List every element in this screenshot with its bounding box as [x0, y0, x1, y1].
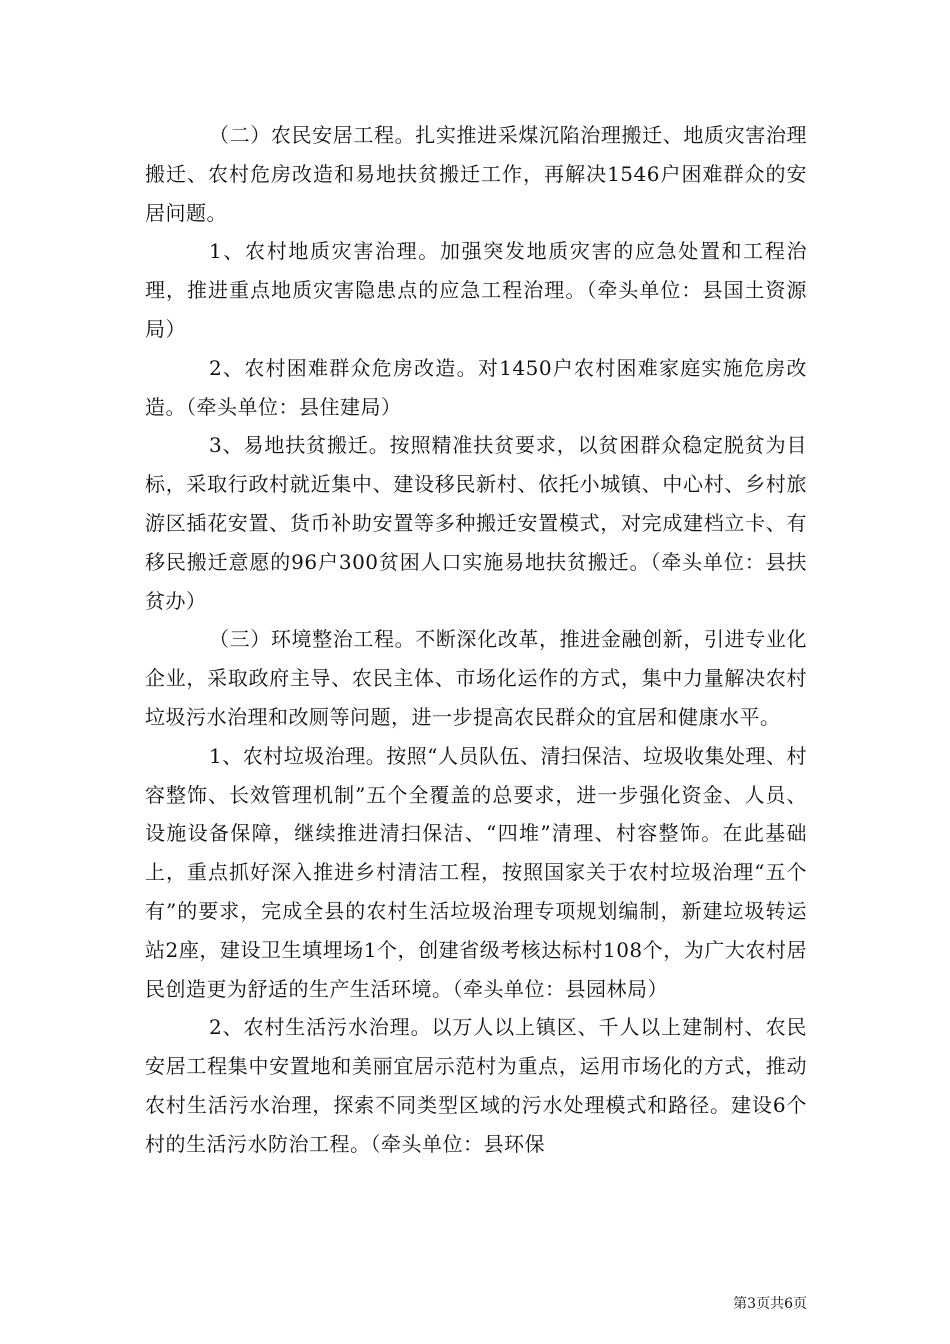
page-number-footer: 第3页共6页: [733, 1296, 807, 1312]
paragraph-section-2-heading: （二）农民安居工程。扎实推进采煤沉陷治理搬迁、地质灾害治理搬迁、农村危房改造和易地扶贫搬迁工作，再解决1546户困难群众的安居问题。: [145, 123, 807, 225]
paragraph-dangerous-housing: 2、农村困难群众危房改造。对1450户农村困难家庭实施危房改造。（牵头单位：县住建局）: [145, 355, 807, 419]
paragraph-relocation: 3、易地扶贫搬迁。按照精准扶贫要求，以贫困群众稳定脱贫为目标，采取行政村就近集中、建设移民新村、依托小城镇、中心村、乡村旅游区插花安置、货币补助安置等多种搬迁安置模式，对完成建档立卡、有移民搬迁意愿的96户300贫困人口实施易地扶贫搬迁。（牵头单位：县扶贫办）: [145, 433, 807, 613]
document-body: [145, 116, 807, 1164]
paragraph-geologic-hazard: 1、农村地质灾害治理。加强突发地质灾害的应急处置和工程治理，推进重点地质灾害隐患点的应急工程治理。（牵头单位：县国土资源局）: [145, 239, 807, 341]
paragraph-garbage-treatment: 1、农村垃圾治理。按照“人员队伍、清扫保洁、垃圾收集处理、村容整饰、长效管理机制”五个全覆盖的总要求，进一步强化资金、人员、设施设备保障，继续推进清扫保洁、“四堆”清理、村容整饰。在此基础上，重点抓好深入推进乡村清洁工程，按照国家关于农村垃圾治理“五个有”的要求，完成全县的农村生活垃圾治理专项规划编制，新建垃圾转运站2座，建设卫生填埋场1个，创建省级考核达标村108个，为广大农村居民创造更为舒适的生产生活环境。（牵头单位：县园林局）: [145, 743, 807, 1001]
paragraph-sewage-treatment: 2、农村生活污水治理。以万人以上镇区、千人以上建制村、农民安居工程集中安置地和美丽宜居示范村为重点，运用市场化的方式，推动农村生活污水治理，探索不同类型区域的污水处理模式和路径。建设6个村的生活污水防治工程。（牵头单位：县环保: [145, 1015, 807, 1156]
paragraph-section-3-heading: （三）环境整治工程。不断深化改革，推进金融创新，引进专业化企业，采取政府主导、农民主体、市场化运作的方式，集中力量解决农村垃圾污水治理和改厕等问题，进一步提高农民群众的宜居和健康水平。: [145, 627, 807, 729]
